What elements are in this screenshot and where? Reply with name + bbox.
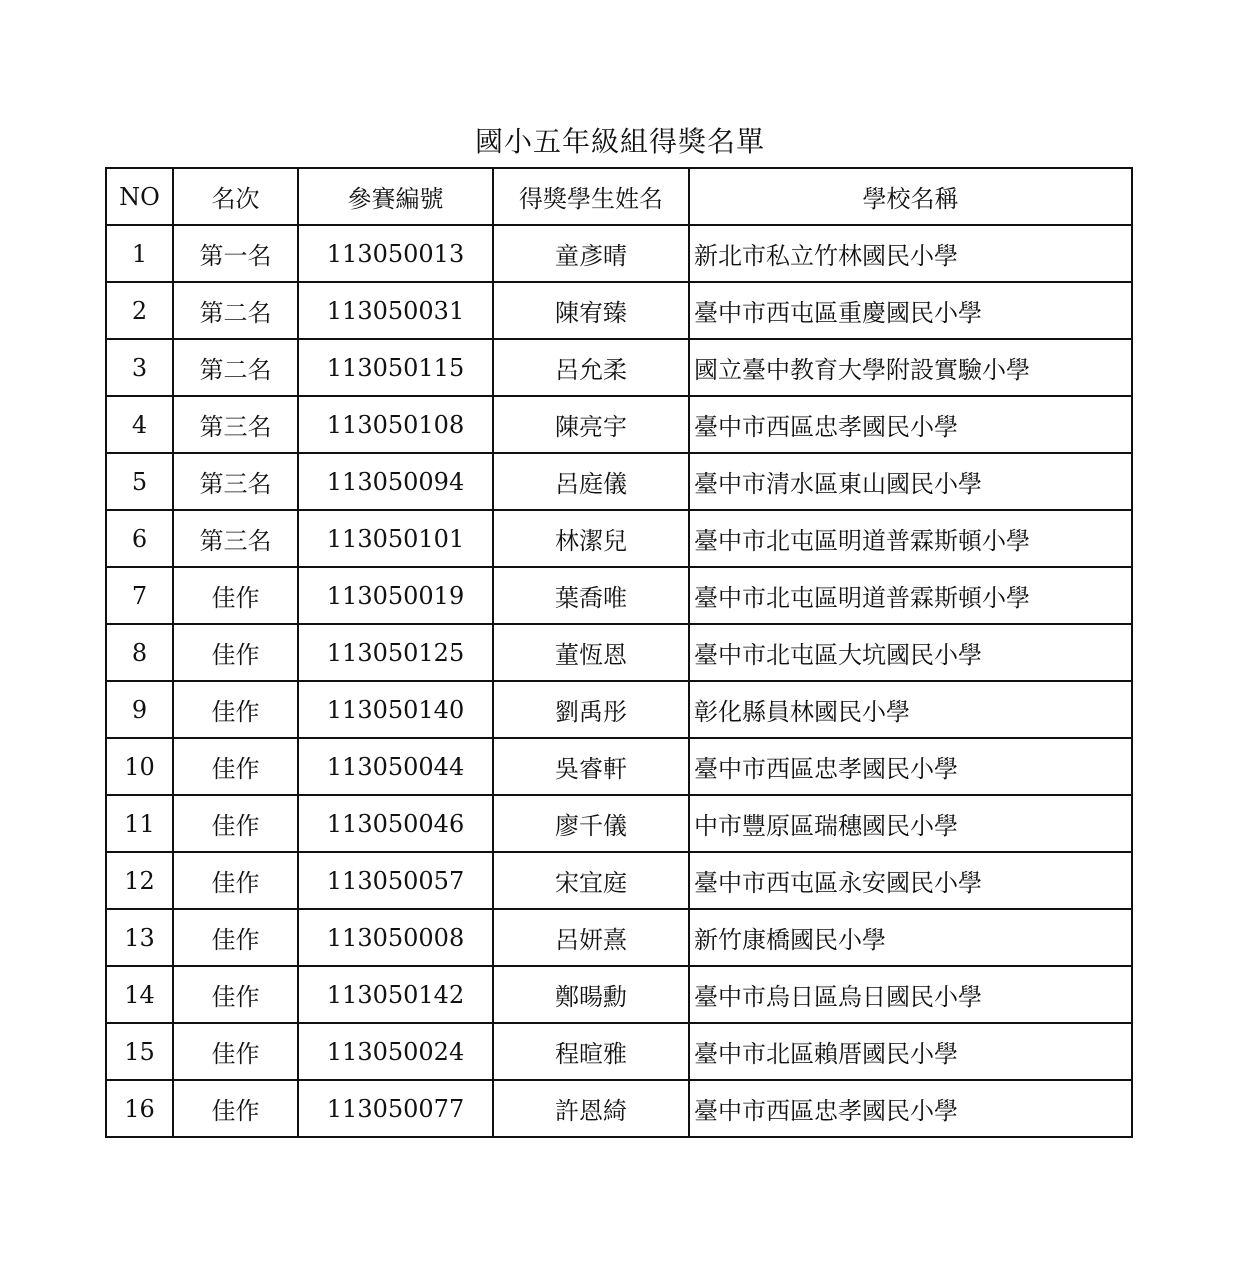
table-body (106, 225, 1132, 1137)
table-row (106, 909, 1132, 966)
table-row (106, 510, 1132, 567)
table-row (106, 453, 1132, 510)
cell-no: 13 (106, 909, 173, 966)
cell-school-name: 臺中市北區賴厝國民小學 (689, 1023, 1132, 1080)
table-row (106, 1023, 1132, 1080)
cell-no: 4 (106, 396, 173, 453)
cell-student-name: 呂妍熹 (493, 909, 689, 966)
cell-no: 6 (106, 510, 173, 567)
cell-entry-id: 113050094 (298, 453, 493, 510)
table-row (106, 795, 1132, 852)
cell-rank: 佳作 (173, 567, 298, 624)
header-no: NO (106, 168, 173, 225)
cell-no: 11 (106, 795, 173, 852)
cell-student-name: 陳亮宇 (493, 396, 689, 453)
header-student-name: 得獎學生姓名 (493, 168, 689, 225)
cell-student-name: 劉禹彤 (493, 681, 689, 738)
cell-rank: 佳作 (173, 852, 298, 909)
cell-no: 10 (106, 738, 173, 795)
page-title: 國小五年級組得獎名單 (474, 125, 765, 158)
cell-student-name: 吳睿軒 (493, 738, 689, 795)
cell-rank: 佳作 (173, 1080, 298, 1137)
cell-school-name: 臺中市西屯區永安國民小學 (689, 852, 1132, 909)
cell-rank: 第三名 (173, 453, 298, 510)
cell-entry-id: 113050125 (298, 624, 493, 681)
cell-student-name: 鄭暘勳 (493, 966, 689, 1023)
cell-entry-id: 113050077 (298, 1080, 493, 1137)
cell-no: 2 (106, 282, 173, 339)
cell-rank: 佳作 (173, 909, 298, 966)
cell-entry-id: 113050101 (298, 510, 493, 567)
cell-school-name: 中市豐原區瑞穗國民小學 (689, 795, 1132, 852)
table-row (106, 852, 1132, 909)
cell-no: 3 (106, 339, 173, 396)
cell-school-name: 臺中市北屯區明道普霖斯頓小學 (689, 510, 1132, 567)
cell-no: 7 (106, 567, 173, 624)
table-row (106, 396, 1132, 453)
cell-no: 8 (106, 624, 173, 681)
cell-no: 15 (106, 1023, 173, 1080)
cell-entry-id: 113050108 (298, 396, 493, 453)
table-row (106, 282, 1132, 339)
cell-rank: 第三名 (173, 396, 298, 453)
header-rank: 名次 (173, 168, 298, 225)
cell-no: 16 (106, 1080, 173, 1137)
cell-rank: 第一名 (173, 225, 298, 282)
cell-student-name: 林潔兒 (493, 510, 689, 567)
cell-student-name: 董恆恩 (493, 624, 689, 681)
cell-entry-id: 113050142 (298, 966, 493, 1023)
cell-student-name: 童彥晴 (493, 225, 689, 282)
cell-entry-id: 113050013 (298, 225, 493, 282)
table-row (106, 738, 1132, 795)
table-row (106, 624, 1132, 681)
cell-school-name: 臺中市清水區東山國民小學 (689, 453, 1132, 510)
cell-rank: 佳作 (173, 624, 298, 681)
header-row (106, 168, 1132, 225)
cell-no: 1 (106, 225, 173, 282)
cell-student-name: 葉喬唯 (493, 567, 689, 624)
cell-entry-id: 113050031 (298, 282, 493, 339)
cell-rank: 佳作 (173, 738, 298, 795)
header-school-name: 學校名稱 (689, 168, 1132, 225)
cell-student-name: 廖千儀 (493, 795, 689, 852)
cell-entry-id: 113050044 (298, 738, 493, 795)
cell-rank: 第二名 (173, 282, 298, 339)
cell-entry-id: 113050024 (298, 1023, 493, 1080)
cell-student-name: 許恩綺 (493, 1080, 689, 1137)
cell-rank: 第三名 (173, 510, 298, 567)
cell-rank: 佳作 (173, 795, 298, 852)
cell-school-name: 新竹康橋國民小學 (689, 909, 1132, 966)
cell-school-name: 彰化縣員林國民小學 (689, 681, 1132, 738)
award-table (105, 167, 1133, 1138)
cell-student-name: 呂允柔 (493, 339, 689, 396)
cell-rank: 佳作 (173, 681, 298, 738)
cell-entry-id: 113050008 (298, 909, 493, 966)
cell-school-name: 國立臺中教育大學附設實驗小學 (689, 339, 1132, 396)
cell-no: 12 (106, 852, 173, 909)
cell-school-name: 臺中市西屯區重慶國民小學 (689, 282, 1132, 339)
table-row (106, 1080, 1132, 1137)
cell-school-name: 臺中市西區忠孝國民小學 (689, 396, 1132, 453)
cell-entry-id: 113050046 (298, 795, 493, 852)
cell-school-name: 臺中市北屯區大坑國民小學 (689, 624, 1132, 681)
table-row (106, 681, 1132, 738)
table-row (106, 567, 1132, 624)
table-row (106, 225, 1132, 282)
cell-school-name: 臺中市烏日區烏日國民小學 (689, 966, 1132, 1023)
cell-entry-id: 113050019 (298, 567, 493, 624)
cell-rank: 佳作 (173, 966, 298, 1023)
cell-student-name: 陳宥臻 (493, 282, 689, 339)
cell-no: 14 (106, 966, 173, 1023)
cell-student-name: 程暄雅 (493, 1023, 689, 1080)
cell-no: 9 (106, 681, 173, 738)
table-row (106, 339, 1132, 396)
cell-entry-id: 113050140 (298, 681, 493, 738)
cell-entry-id: 113050115 (298, 339, 493, 396)
cell-no: 5 (106, 453, 173, 510)
header-entry-id: 參賽編號 (298, 168, 493, 225)
cell-entry-id: 113050057 (298, 852, 493, 909)
cell-school-name: 臺中市西區忠孝國民小學 (689, 1080, 1132, 1137)
cell-school-name: 臺中市西區忠孝國民小學 (689, 738, 1132, 795)
cell-student-name: 呂庭儀 (493, 453, 689, 510)
cell-rank: 佳作 (173, 1023, 298, 1080)
table-row (106, 966, 1132, 1023)
cell-school-name: 臺中市北屯區明道普霖斯頓小學 (689, 567, 1132, 624)
cell-student-name: 宋宜庭 (493, 852, 689, 909)
cell-school-name: 新北市私立竹林國民小學 (689, 225, 1132, 282)
cell-rank: 第二名 (173, 339, 298, 396)
